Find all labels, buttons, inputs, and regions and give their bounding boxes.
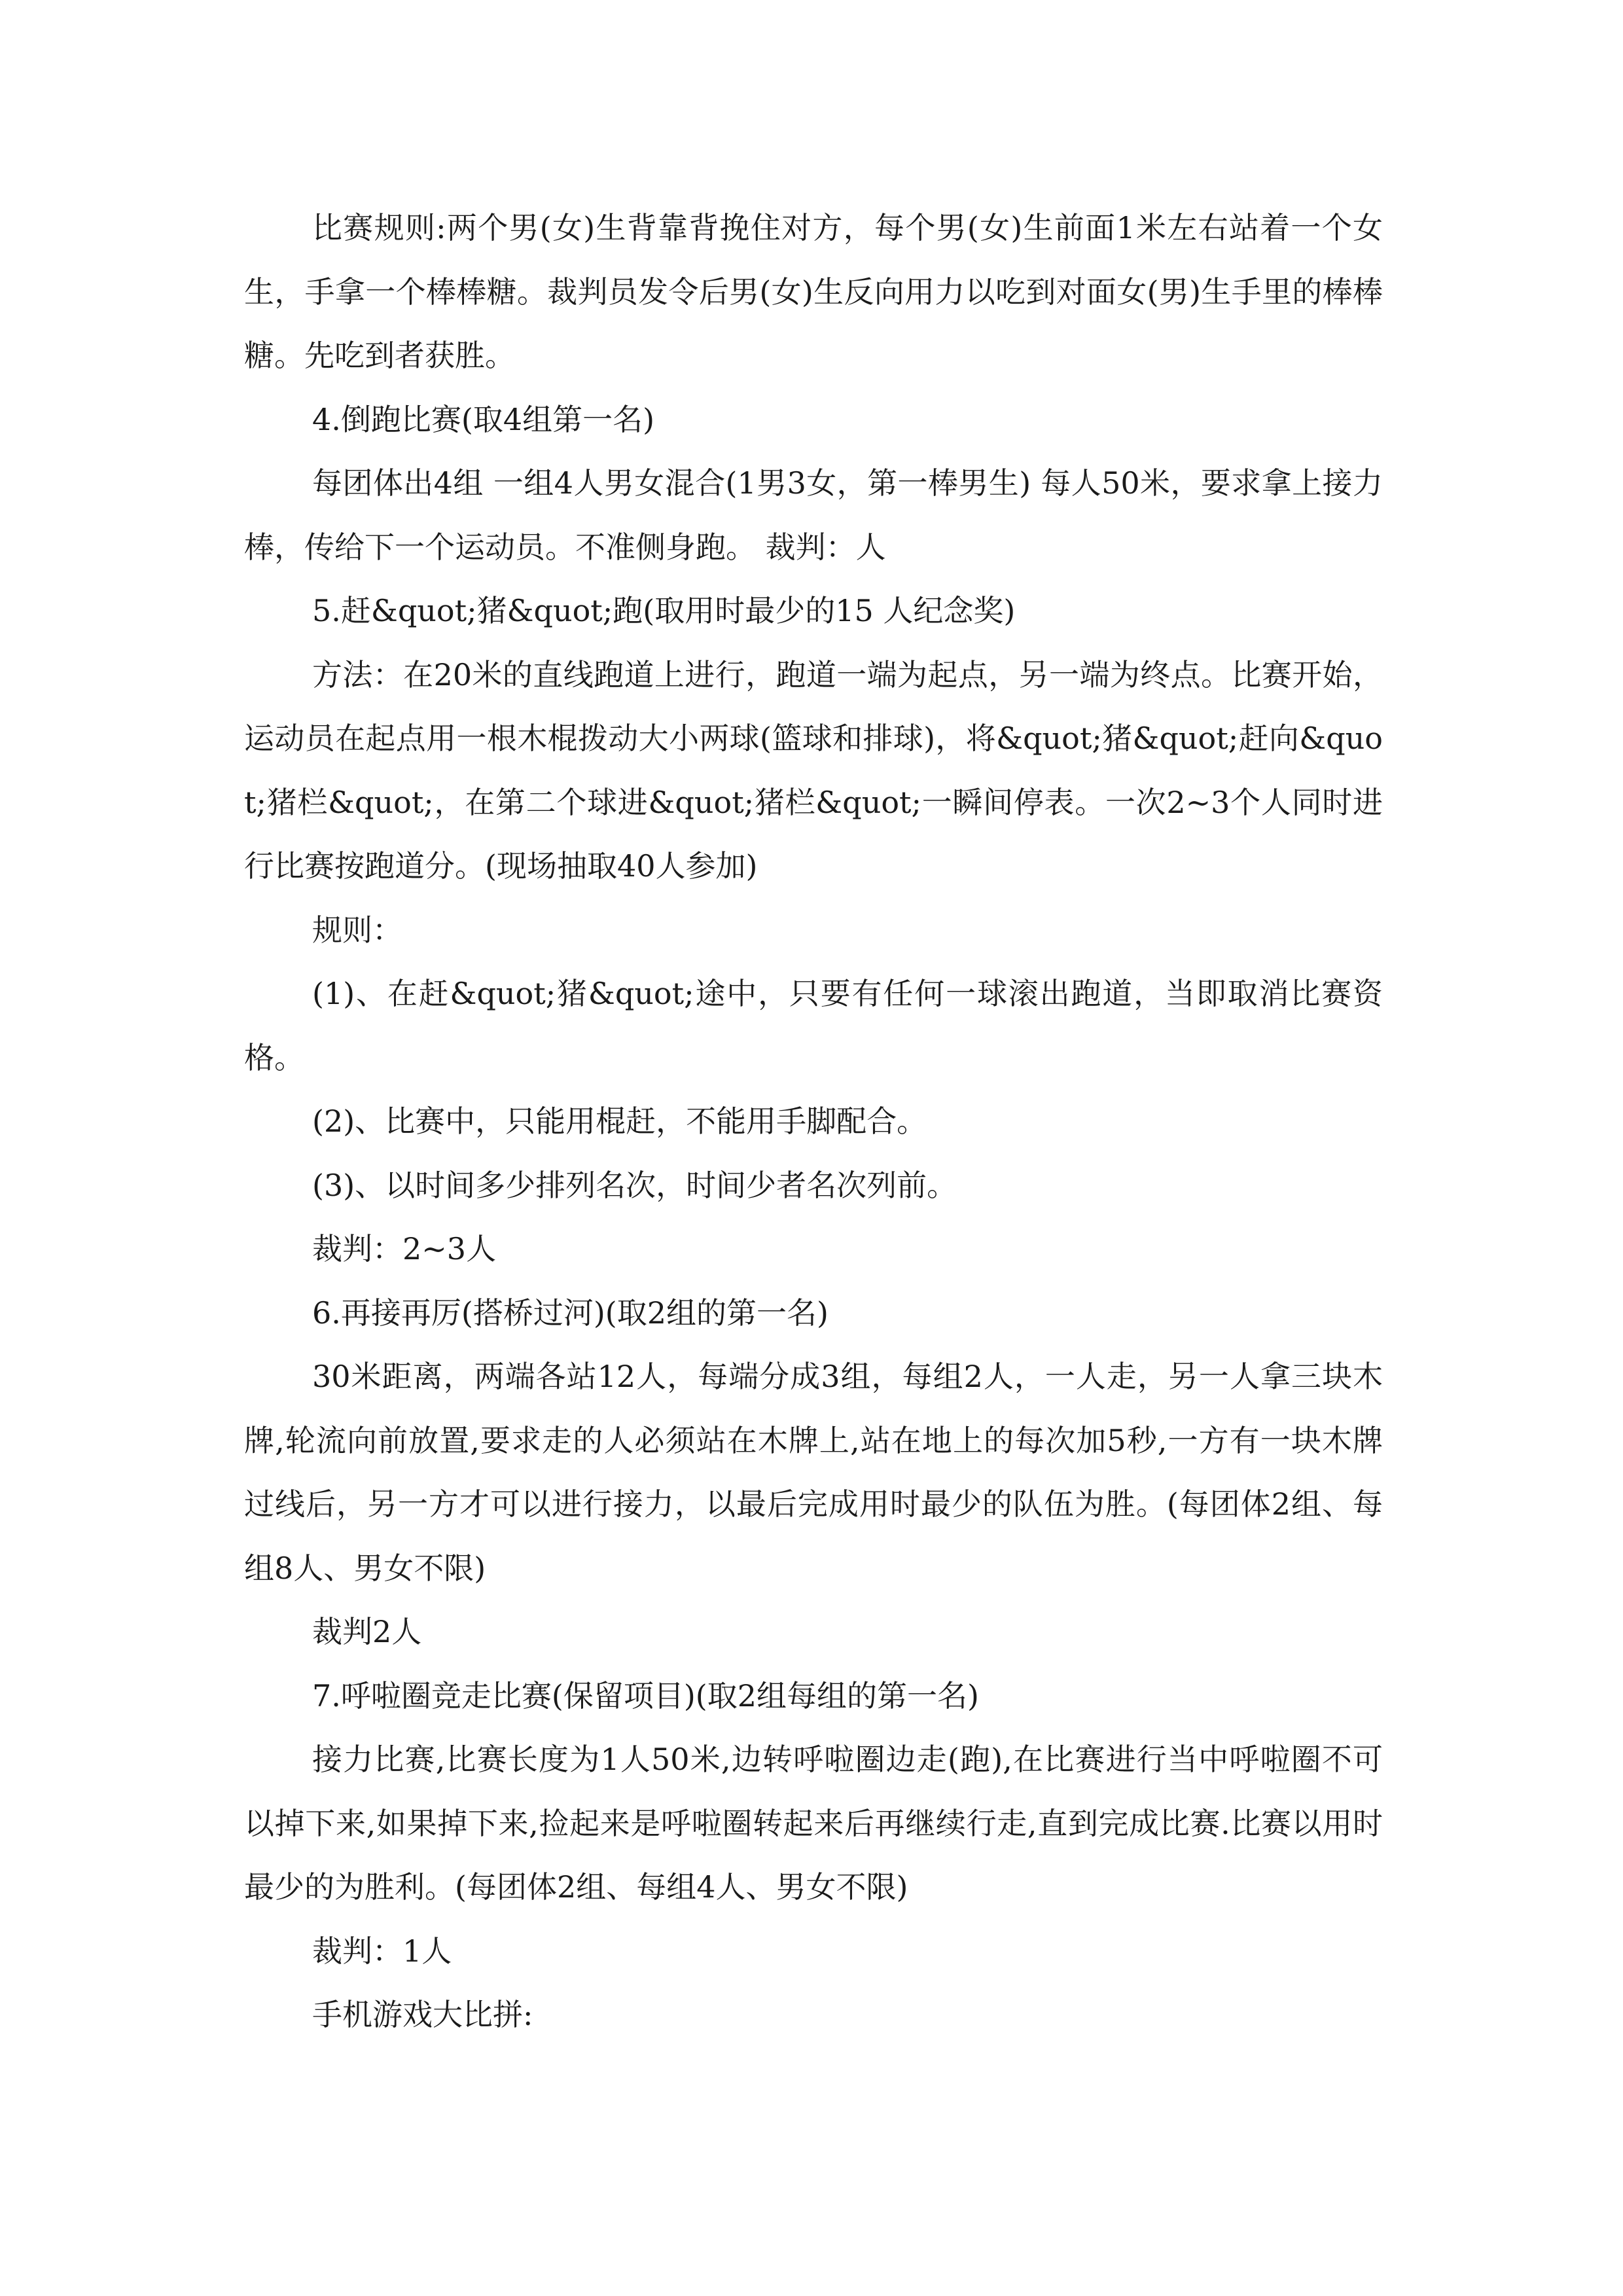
paragraph-pig-chase-referee: 裁判：2~3人 <box>312 1231 497 1266</box>
paragraph-backward-race: 每团体出4组 一组4人男女混合(1男3女，第一棒男生) 每人50米，要求拿上接力棒，传给下一个运动员。不准侧身跑。 裁判：人 <box>244 465 1383 565</box>
heading-hula-hoop: 7.呼啦圈竞走比赛(保留项目)(取2组每组的第一名) <box>312 1677 979 1713</box>
paragraph-pig-chase-method: 方法：在20米的直线跑道上进行，跑道一端为起点，另一端为终点。比赛开始，运动员在起点用一根木棍拨动大小两球(篮球和排球)，将&quot;猪&quot;赶向&quot;猪栏&quot;，在第二个球进&quot;猪栏&quot;一瞬间停表。一次2~3个人同时进行比赛按跑道分。(现场抽取40人参加) <box>244 656 1383 884</box>
heading-pig-chase: 5.赶&quot;猪&quot;跑(取用时最少的15 人纪念奖) <box>312 593 1016 628</box>
paragraph-hula-referee: 裁判：1人 <box>312 1933 452 1969</box>
heading-backward-race: 4.倒跑比赛(取4组第一名) <box>312 401 655 437</box>
paragraph-pig-chase-rule-2: (2)、比赛中，只能用棍赶，不能用手脚配合。 <box>312 1103 927 1139</box>
paragraph-bridge-referee: 裁判2人 <box>312 1614 422 1649</box>
document-body <box>244 196 1383 2047</box>
paragraph-pig-chase-rule-1: (1)、在赶&quot;猪&quot;途中，只要有任何一球滚出跑道，当即取消比赛资格。 <box>244 976 1383 1075</box>
heading-pig-chase-rules: 规则： <box>312 912 402 948</box>
paragraph-rules: 比赛规则:两个男(女)生背靠背挽住对方，每个男(女)生前面1米左右站着一个女生，手拿一个棒棒糖。裁判员发令后男(女)生反向用力以吃到对面女(男)生手里的棒棒糖。先吃到者获胜。 <box>244 210 1383 373</box>
paragraph-hula-hoop: 接力比赛,比赛长度为1人50米,边转呼啦圈边走(跑),在比赛进行当中呼啦圈不可以掉下来,如果掉下来,捡起来是呼啦圈转起来后再继续行走,直到完成比赛.比赛以用时最少的为胜利。(每团体2组、每组4人、男女不限) <box>244 1742 1383 1905</box>
heading-bridge-relay: 6.再接再厉(搭桥过河)(取2组的第一名) <box>312 1295 829 1331</box>
paragraph-pig-chase-rule-3: (3)、以时间多少排列名次，时间少者名次列前。 <box>312 1167 957 1203</box>
paragraph-bridge-relay: 30米距离，两端各站12人，每端分成3组，每组2人，一人走，另一人拿三块木牌,轮流向前放置,要求走的人必须站在木牌上,站在地上的每次加5秒,一方有一块木牌过线后，另一方才可以进行接力，以最后完成用时最少的队伍为胜。(每团体2组、每组8人、男女不限) <box>244 1359 1383 1586</box>
heading-mobile-games: 手机游戏大比拼: <box>312 1997 533 2032</box>
